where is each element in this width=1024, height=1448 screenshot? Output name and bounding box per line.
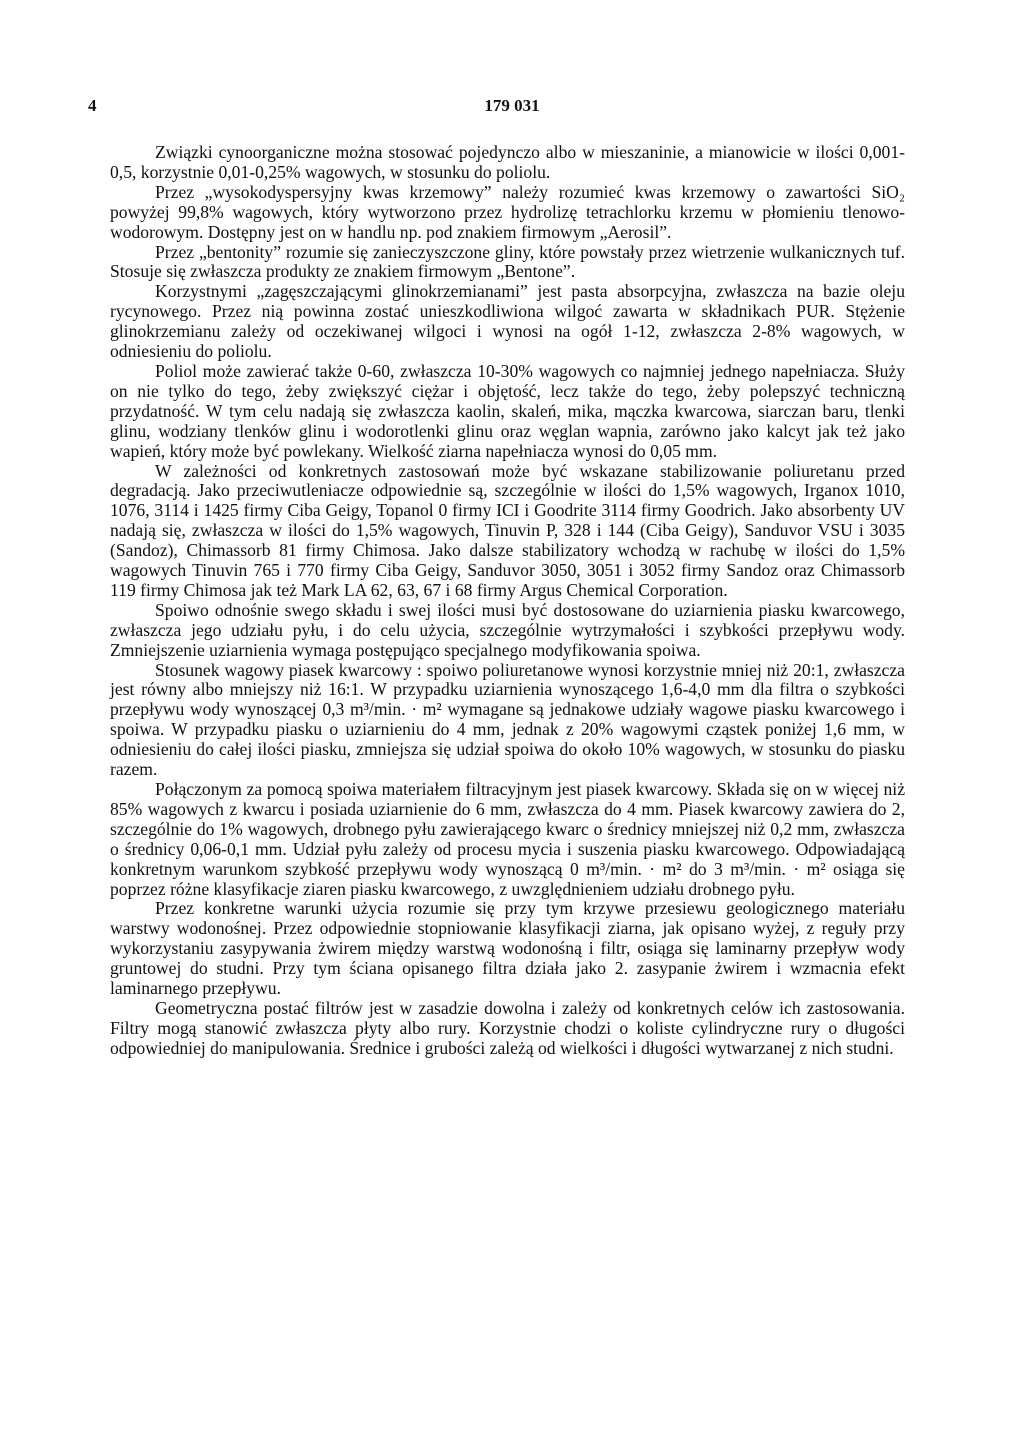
body-text	[110, 143, 905, 1059]
paragraph-1: Związki cynoorganiczne można stosować pojedynczo albo w mieszaninie, a mianowicie w ilości 0,001-0,5, korzystnie 0,01-0,25% wagowych, w stosunku do poliolu.	[110, 142, 905, 182]
paragraph-9: Połączonym za pomocą spoiwa materiałem filtracyjnym jest piasek kwarcowy. Składa się on w więcej niż 85% wagowych z kwarcu i posiada uziarnienie do 6 mm, zwłaszcza do 4 mm. Piasek kwarcowy zawiera do 2, szczególnie do 1% wagowych, drobnego pyłu zawierającego kwarc o średnicy mniejszej niż 0,2 mm, zwłaszcza o średnicy 0,06-0,1 mm. Udział pyłu zależy od procesu mycia i suszenia piasku kwarcowego. Odpowiadającą konkretnym warunkom szybkość przepływu wody wynoszącą 0 m³/min. · m² do 3 m³/min. · m² osiąga się poprzez różne klasyfikacje ziaren piasku kwarcowego, z uwzględnieniem udziału drobnego pyłu.	[110, 779, 905, 899]
paragraph-4: Korzystnymi „zagęszczającymi glinokrzemianami” jest pasta absorpcyjna, zwłaszcza na bazie oleju rycynowego. Przez nią powinna zostać unieszkodliwiona wilgoć zawarta w składnikach PUR. Stężenie glinokrzemianu zależy od oczekiwanej wilgoci i wynosi na ogół 1-12, zwłaszcza 2-8% wagowych, w odniesieniu do poliolu.	[110, 281, 905, 362]
paragraph-11: Geometryczna postać filtrów jest w zasadzie dowolna i zależy od konkretnych celów ich zastosowania. Filtry mogą stanowić zwłaszcza płyty albo rury. Korzystnie chodzi o koliste cylindryczne rury o długości odpowiedniej do manipulowania. Średnice i grubości zależą od wielkości i długości wytwarzanej z nich studni.	[110, 997, 905, 1058]
paragraph-5: Poliol może zawierać także 0-60, zwłaszcza 10-30% wagowych co najmniej jednego napełniacza. Służy on nie tylko do tego, żeby zwiększyć ciężar i objętość, lecz także do tego, żeby polepszyć techniczną przydatność. W tym celu nadają się zwłaszcza kaolin, skaleń, mika, mączka kwarcowa, siarczan baru, tlenki glinu, wodziany tlenków glinu i wodorotlenki glinu oraz węglan wapnia, zarówno jako kalcyt jak też jako wapień, który może być powlekany. Wielkość ziarna napełniacza wynosi do 0,05 mm.	[110, 360, 905, 461]
page-number: 4	[88, 96, 97, 115]
paragraph-2: Przez „wysokodyspersyjny kwas krzemowy” należy rozumieć kwas krzemowy o zawartości SiO₂ powyżej 99,8% wagowych, który wytworzono przez hydrolizę tetrachlorku krzemu w płomieniu tlenowo-wodorowym. Dostępny jest on w handlu np. pod znakiem firmowym „Aerosil”.	[110, 181, 905, 242]
paragraph-7: Spoiwo odnośnie swego składu i swej ilości musi być dostosowane do uziarnienia piasku kwarcowego, zwłaszcza jego udziału pyłu, i do celu użycia, szczególnie wytrzymałości i szybkości przepływu wody. Zmniejszenie uziarnienia wymaga postępująco specjalnego modyfikowania spoiwa.	[110, 599, 905, 660]
paragraph-8: Stosunek wagowy piasek kwarcowy : spoiwo poliuretanowe wynosi korzystnie mniej niż 20:1, zwłaszcza jest równy albo mniejszy niż 16:1. W przypadku uziarnienia wynoszącego 1,6-4,0 mm dla filtra o szybkości przepływu wody wynoszącej 0,3 m³/min. · m² wymagane są jednakowe udziały wagowe piasku kwarcowego i spoiwa. W przypadku piasku o uziarnieniu do 4 mm, jednak z 20% wagowymi cząstek poniżej 1,6 mm, w odniesieniu do całej ilości piasku, zmniejsza się udział spoiwa do około 10% wagowych, w stosunku do piasku razem.	[110, 659, 905, 780]
paragraph-6: W zależności od konkretnych zastosowań może być wskazane stabilizowanie poliuretanu przed degradacją. Jako przeciwutleniacze odpowiednie są, szczególnie w ilości do 1,5% wagowych, Irganox 1010, 1076, 3114 i 1425 firmy Ciba Geigy, Topanol 0 firmy ICI i Goodrite 3114 firmy Goodrich. Jako absorbenty UV nadają się, zwłaszcza w ilości do 1,5% wagowych, Tinuvin P, 328 i 144 (Ciba Geigy), Sanduvor VSU i 3035 (Sandoz), Chimassorb 81 firmy Chimosa. Jako dalsze stabilizatory wchodzą w rachubę w ilości do 1,5% wagowych Tinuvin 765 i 770 firmy Ciba Geigy, Sanduvor 3050, 3051 i 3052 firmy Sandoz oraz Chimassorb 119 firmy Chimosa jak też Mark LA 62, 63, 67 i 68 firmy Argus Chemical Corporation.	[110, 460, 905, 600]
paragraph-3: Przez „bentonity” rozumie się zanieczyszczone gliny, które powstały przez wietrzenie wulkanicznych tuf. Stosuje się zwłaszcza produkty ze znakiem firmowym „Bentone”.	[110, 241, 905, 282]
paragraph-10: Przez konkretne warunki użycia rozumie się przy tym krzywe przesiewu geologicznego materiału warstwy wodonośnej. Przez odpowiednie stopniowanie klasyfikacji ziarna, jak opisano wyżej, z reguły przy wykorzystaniu zasypywania żwirem między warstwą wodonośną i filtr, osiąga się laminarny przepływ wody gruntowej do studni. Przy tym ściana opisanego filtra działa jako 2. zasypanie żwirem i wzmacnia efekt laminarnego przepływu.	[110, 898, 905, 999]
document-number: 179 031	[484, 96, 540, 115]
